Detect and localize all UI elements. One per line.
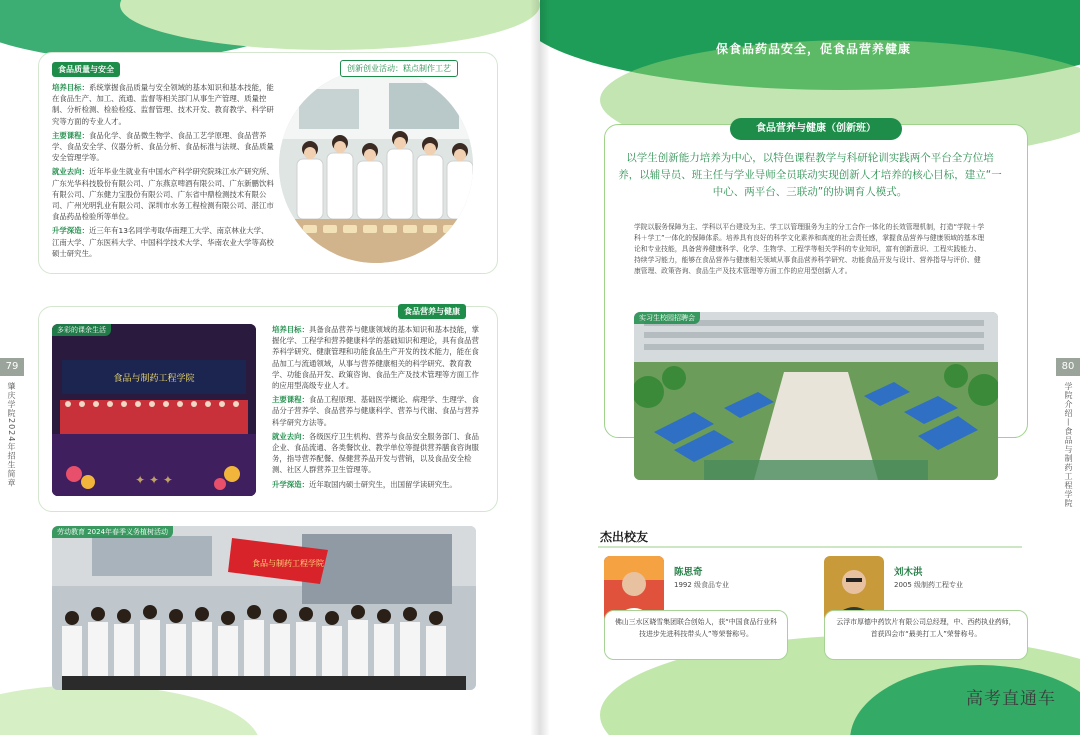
body-text: 学院以服务保障为主、学科以平台建设为主、学工以管理服务为主的分工合作一体化的长效管理机制，打造“学院＋学科＋学工”一体化的保障体系。培养具有良好的科学文化素养和高度的社会责任感，掌握食品营养与健康领域的基本理论和专业技能，具备营养健康科学、化学、生物学、工程学等相关学科的专业知识，富有创新意识、工程实践能力、持续学习能力，能够在食品营养与健康相关领域从事食品营养科学研究、功能食品开发与设计、营养指导与评价、健康管理、政策咨询、食品生产及技术管理等方面工作的应用型创新人才。 (634, 223, 985, 275)
text: 系统掌握食品质量与安全领域的基本知识和基本技能，能在食品生产、加工、流通、监督等相关部门从事生产管理、质量控制、分析检测、检验检疫、监督管理、技术开发、教育教学、科学研究等方面的专业人才。 (52, 83, 274, 126)
photo-caption: 实习生校园招聘会 (634, 312, 700, 324)
alumni-desc: 云浮市厚德中药饮片有限公司总经理，中、西药执业药师，首获四会市“最美打工人”荣誉称号。 (824, 610, 1028, 660)
decor-swoosh (0, 685, 260, 735)
photo-illustration (52, 526, 476, 690)
photo-job-fair (634, 312, 998, 480)
text: 近年取国内硕士研究生，出国留学读研究生。 (308, 479, 457, 489)
label: 升学深造： (52, 226, 89, 236)
side-label: 学院介绍—食品与制药工程学院 (1064, 382, 1073, 508)
text: 近三年有13名同学考取华南理工大学、南京林业大学、江南大学、广东医科大学、中国科学技术大学、华南农业大学等高校硕士研究生。 (52, 226, 274, 258)
alumni-desc: 佛山三水区晓雪集团联合创始人，获“中国食品行业科技进步先进科技带头人”等荣誉称号。 (604, 610, 788, 660)
section-text (272, 324, 480, 490)
stage-banner-text: 食品与制药工程学院 (113, 374, 195, 384)
text: 各级医疗卫生机构、营养与食品安全服务部门、食品企业、食品流通、各类餐饮业、教学单位等提供营养膳食咨询服务，指导营养配餐、保健营养品开发与营销，以及食品安全检测、社区人群营养卫生管理等。 (272, 431, 479, 475)
label: 培养目标： (272, 325, 309, 334)
photo-illustration (52, 324, 256, 496)
alumni-year: 1992 级食品专业 (674, 581, 730, 589)
photo-campus-life (52, 324, 256, 496)
watermark: 高考直通车 (966, 689, 1056, 709)
svg-text:✦ ✦ ✦: ✦ ✦ ✦ (135, 473, 173, 487)
text: 食品化学、食品微生物学、食品工艺学原理、食品营养学、食品安全学、仪器分析、食品分析、食品标准与法规、食品质量安全管理学等。 (52, 130, 274, 163)
page-crease (530, 0, 550, 735)
label: 就业去向： (272, 431, 309, 441)
photo-caption: 多彩的课余生活 (52, 324, 111, 336)
photo-caption: 劳动教育 2024年春季义务植树活动 (52, 526, 173, 538)
alumni-name: 刘木洪 (894, 567, 923, 578)
right-page (540, 0, 1080, 735)
label: 就业去向： (52, 167, 89, 177)
side-label: 肇庆学院2024年招生简章 (7, 382, 16, 488)
section-title: 食品营养与健康（创新班） (730, 118, 902, 140)
divider (598, 546, 1022, 548)
label: 主要课程： (272, 395, 309, 405)
section-tag: 食品营养与健康 (398, 304, 466, 319)
section-tag: 食品质量与安全 (52, 62, 120, 77)
flag-text: 食品与制药工程学院 (252, 559, 324, 568)
page-number: 80 (1056, 358, 1080, 376)
alumni-title: 杰出校友 (600, 530, 649, 544)
photo-illustration (279, 69, 476, 266)
text: 具备食品营养与健康领域的基本知识和基本技能，掌握化学、工程学和营养健康科学的基础知识和理论，具有食品营养科学研究、健康管理和功能食品生产开发的技术能力，能在食品加工与流通领域，从事与营养健康相关的科学研究、教育教学、功能食品开发、政策咨询、食品生产及技术管理等方面工作的应用型高级专业人才。 (272, 325, 479, 391)
photo-pastry-workshop (276, 66, 476, 266)
page-banner-title: 保食品药品安全，促食品营养健康 (716, 42, 912, 56)
text: 近年毕业生就业有中国水产科学研究院珠江水产研究所、广东光华科技股份有限公司、广东燕京啤酒有限公司、广东新鹏饮料有限公司、广东健力宝股份有限公司、广东省中鼎检测技术有限公司、广州光明乳业有限公司、深圳市水务工程检测有限公司、湛江市食品药品检验所等单位。 (52, 167, 274, 222)
photo-illustration (634, 312, 998, 480)
section-text (52, 82, 274, 259)
page-number: 79 (0, 358, 24, 376)
photo-tree-planting (52, 526, 476, 690)
label: 培养目标： (52, 83, 89, 92)
label: 升学深造： (272, 479, 309, 489)
alumni-name: 陈思奇 (674, 567, 703, 578)
photo-caption: 创新创业活动：糕点制作工艺 (340, 60, 458, 77)
text: 食品工程原理、基础医学概论、病理学、生理学、食品分子营养学、食品营养与健康科学、营养与代谢、食品与营养科学研究方法等。 (272, 395, 479, 427)
alumni-year: 2005 级制药工程专业 (894, 581, 964, 589)
lead-text: 以学生创新能力培养为中心，以特色课程教学与科研轮训实践两个平台全方位培养，以辅导员、班主任与学业导师全员联动实现创新人才培养的核心目标，建立“一中心、两平台、三联动”的协调育人模式。 (618, 152, 1002, 198)
label: 主要课程： (52, 130, 89, 140)
